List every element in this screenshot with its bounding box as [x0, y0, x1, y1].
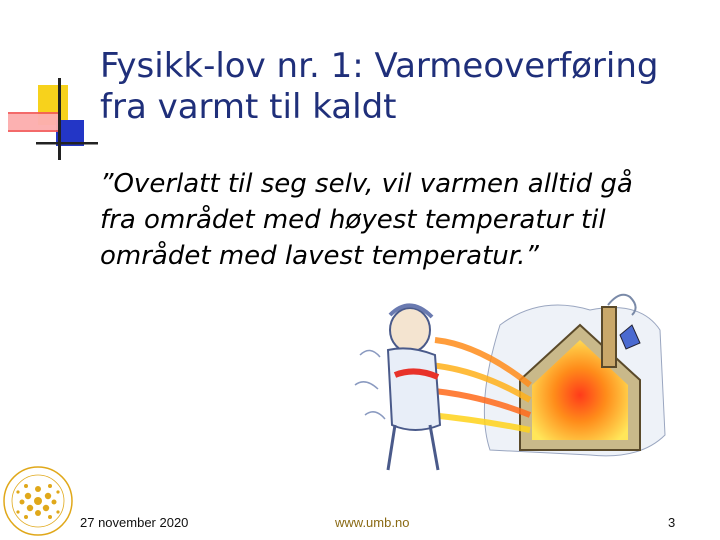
footer-url[interactable]: www.umb.no [335, 515, 410, 530]
slide-title [100, 46, 700, 128]
title-line-2: fra varmt til kaldt [100, 87, 397, 127]
quote-line-2: fra området med høyest temperatur til [100, 205, 606, 235]
law-quote [100, 166, 700, 274]
footer-date: 27 november 2020 [80, 515, 189, 530]
page-number: 3 [668, 515, 676, 530]
title-decoration [0, 0, 100, 170]
cold-person-warm-house-illustration [340, 285, 670, 480]
quote-line-3: området med lavest temperatur.” [100, 241, 539, 271]
quote-line-1: ”Overlatt til seg selv, vil varmen alltid gå [100, 169, 633, 199]
university-seal-icon [0, 462, 76, 540]
title-line-1: Fysikk-lov nr. 1: Varmeoverføring [100, 46, 659, 86]
